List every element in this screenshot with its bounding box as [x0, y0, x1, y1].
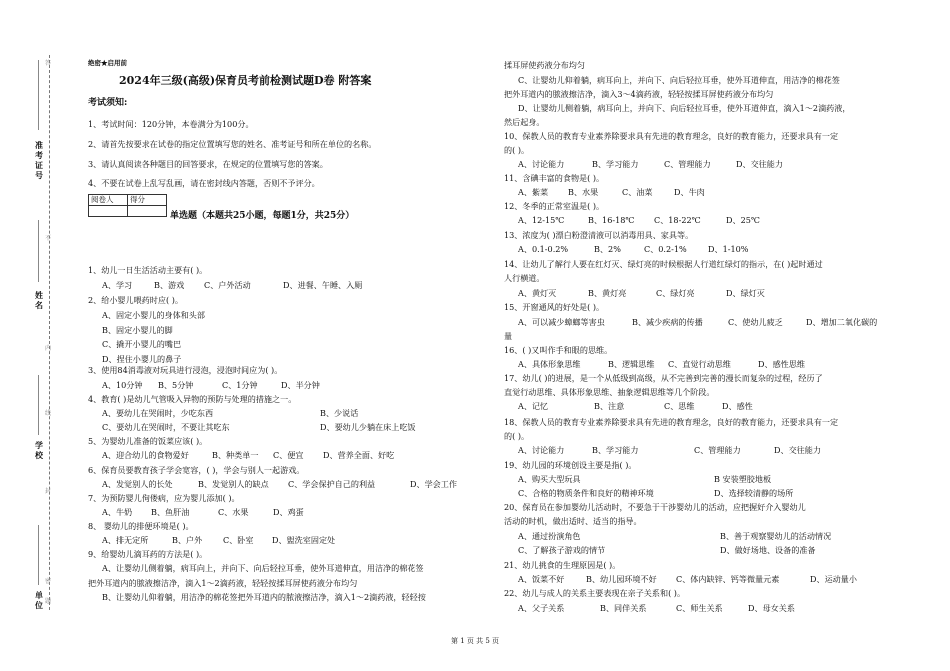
- q12-option-d: D、25℃: [726, 215, 760, 225]
- q13-option-c: C、0.2-1%: [644, 244, 687, 254]
- q2-option-b: B、固定小婴儿的脚: [102, 325, 173, 335]
- q19-option-d: D、选择较清静的场所: [714, 488, 794, 498]
- q15-option-c: C、使幼儿疲乏: [728, 317, 783, 327]
- q2-option-c: C、撬开小婴儿的嘴巴: [102, 339, 182, 349]
- score-table: [88, 194, 167, 217]
- q22-option-d: D、母女关系: [748, 603, 795, 613]
- q17-option-b: B、注意: [594, 401, 625, 411]
- q16-option-d: D、感性思维: [758, 359, 805, 369]
- q13-option-d: D、1-10%: [708, 244, 749, 254]
- notice-item: 3、请认真阅读各种题目的回答要求，在规定的位置填写您的答案。: [88, 159, 328, 169]
- question-12: 12、冬季的正常室温是( )。: [504, 201, 605, 211]
- seal-hint-not: 不: [44, 235, 51, 242]
- q15-option-b: B、减少疾病的传播: [632, 317, 703, 327]
- page-footer: 第 1 页 共 5 页: [450, 637, 500, 645]
- q22-option-a: A、父子关系: [518, 603, 565, 613]
- q9-option-b-line1: B、让婴幼儿仰着躺，用洁净的棉花签把外耳道内的脓液擦洁净，滴入1～2滴药液，轻轻按: [102, 592, 426, 602]
- q5-option-c: C、便宜: [273, 450, 304, 460]
- question-19: 19、幼儿园的环境创设主要是指( )。: [504, 460, 637, 470]
- q18-option-a: A、讨论能力: [518, 445, 565, 455]
- q7-option-c: C、水果: [218, 507, 249, 517]
- q5-option-d: D、营养全面、好吃: [323, 450, 395, 460]
- question-17-cont: 直觉行动思维、具体形象思维、抽象逻辑思维等几个阶段。: [504, 387, 715, 397]
- q21-option-c: C、体内缺锌、钙等微量元素: [676, 574, 780, 584]
- q18-option-d: D、交往能力: [774, 445, 821, 455]
- q3-option-a: A、10分钟: [102, 380, 143, 390]
- q9-option-d-line2: 然后起身。: [504, 117, 545, 127]
- seal-hint-secret: 密: [44, 578, 51, 585]
- question-4: 4、教育( )是幼儿气管吸入异物的预防与处理的措施之一。: [88, 394, 297, 404]
- q21-option-b: B、幼儿园环境不好: [586, 574, 657, 584]
- q1-option-c: C、户外活动: [204, 280, 251, 290]
- q20-option-a: A、通过扮演角色: [518, 531, 581, 541]
- q10-option-a: A、讨论能力: [518, 159, 565, 169]
- q9-option-a-line2: 把外耳道内的脓液擦洁净，滴入1～2滴药液，轻轻按揉耳屏使药液分布均匀: [88, 578, 358, 588]
- question-11: 11、含碘丰富的食物是( )。: [504, 173, 605, 183]
- question-5: 5、为婴幼儿准备的饭菜应该( )。: [88, 436, 208, 446]
- section-title: 单选题（本题共25小题，每题1分，共25分）: [170, 211, 355, 221]
- q12-option-a: A、12-15℃: [518, 215, 565, 225]
- question-16: 16、( )又叫作手和眼的思维。: [504, 345, 613, 355]
- reviewer-header: 阅卷人: [89, 195, 128, 206]
- notice-item: 1、考试时间：120分钟，本卷满分为100分。: [88, 119, 254, 129]
- binding-dashed-line: [49, 55, 50, 610]
- q14-option-b: B、黄灯亮: [588, 288, 627, 298]
- q6-option-d: D、学会工作: [410, 479, 457, 489]
- q16-option-b: B、逻辑思维: [608, 359, 655, 369]
- q8-option-b: B、户外: [172, 535, 203, 545]
- question-17: 17、幼儿( )的进展，是一个从低级到高级，从不完善到完善的漫长而复杂的过程，经历了: [504, 373, 823, 383]
- q16-option-c: C、直觉行动思维: [668, 359, 731, 369]
- q3-option-b: B、5分钟: [158, 380, 194, 390]
- q14-option-c: C、绿灯亮: [656, 288, 695, 298]
- seal-hint-seal: 封: [44, 488, 51, 495]
- question-13: 13、浓度为( )漂白粉澄清液可以消毒用具、家具等。: [504, 230, 694, 240]
- question-2: 2、给小婴儿喂药时应( )。: [88, 295, 183, 305]
- q20-option-c: C、了解孩子游戏的情节: [518, 545, 606, 555]
- q19-option-c: C、合格的物质条件和良好的精神环境: [518, 488, 654, 498]
- score-header: 得分: [128, 195, 167, 206]
- question-10-cont: 的( )。: [504, 145, 530, 155]
- q17-option-a: A、记忆: [518, 401, 549, 411]
- seal-hint-inside: 内: [44, 345, 51, 352]
- page-title: 2024年三级(高级)保育员考前检测试题D卷 附答案: [119, 74, 372, 87]
- secret-label: 绝密★启用前: [88, 59, 127, 67]
- school-underline: [38, 375, 39, 435]
- question-10: 10、保教人员的教育专业素养除要求具有先进的教育理念，良好的教育能力，还要求具有一定: [504, 131, 839, 141]
- question-8: 8、 婴幼儿的排便环境是( )。: [88, 521, 194, 531]
- q21-option-a: A、饭菜不好: [518, 574, 565, 584]
- q16-option-a: A、具体形象思维: [518, 359, 581, 369]
- q11-option-b: B、水果: [568, 187, 599, 197]
- q9-option-c-line1: C、让婴幼儿仰着躺，病耳向上，并向下、向后轻拉耳垂，使外耳道伸直，用洁净的棉花签: [518, 75, 840, 85]
- q6-option-b: B、发觉别人的缺点: [198, 479, 269, 489]
- q15-option-a: A、可以减少蟑螂等害虫: [518, 317, 605, 327]
- question-18-cont: 的( )。: [504, 431, 530, 441]
- q13-option-a: A、0.1-0.2%: [518, 244, 569, 254]
- school-label: 学校: [35, 440, 43, 460]
- q17-option-c: C、思维: [664, 401, 695, 411]
- q10-option-b: B、学习能力: [592, 159, 639, 169]
- seal-hint-question: 题: [44, 598, 51, 605]
- q21-option-d: D、运动量小: [810, 574, 857, 584]
- q1-option-a: A、学习: [102, 280, 133, 290]
- q5-option-a: A、迎合幼儿的食物爱好: [102, 450, 189, 460]
- q9-option-a-line1: A、让婴幼儿侧着躺，病耳向上，并向下、向后轻拉耳垂，使外耳道伸直，用洁净的棉花签: [102, 563, 424, 573]
- q10-option-d: D、交往能力: [736, 159, 783, 169]
- q3-option-c: C、1分钟: [222, 380, 258, 390]
- question-1: 1、幼儿一日生活活动主要有( )。: [88, 265, 208, 275]
- unit-label: 单位: [35, 590, 43, 610]
- question-14: 14、让幼儿了解行人要在红灯灭、绿灯亮的时候根据人行道红绿灯的指示，在( )起时通过: [504, 259, 823, 269]
- notice-item: 4、不要在试卷上乱写乱画，请在密封线内答题，否则不予评分。: [88, 178, 320, 188]
- q7-option-a: A、牛奶: [102, 507, 133, 517]
- question-18: 18、保教人员的教育专业素养除要求具有先进的教育理念，良好的教育能力，还要求具有一定: [504, 417, 839, 427]
- q20-option-b: B、善于观察婴幼儿的活动情况: [720, 531, 832, 541]
- q8-option-a: A、排无定所: [102, 535, 149, 545]
- q14-option-d: D、绿灯灭: [726, 288, 765, 298]
- q6-option-a: A、发觉别人的长处: [102, 479, 173, 489]
- q10-option-c: C、管理能力: [664, 159, 711, 169]
- reviewer-cell[interactable]: [89, 206, 128, 217]
- score-cell[interactable]: [128, 206, 167, 217]
- question-20-cont: 活动的时机，做出适时、适当的指导。: [504, 516, 642, 526]
- exam-id-label: 准考证号: [35, 140, 43, 180]
- q8-option-c: C、卧室: [223, 535, 254, 545]
- q8-option-d: D、盥洗室固定处: [272, 535, 336, 545]
- q15-option-d: D、增加二氧化碳的: [806, 317, 878, 327]
- q6-option-c: C、学会保护自己的利益: [288, 479, 376, 489]
- question-7: 7、为预防婴儿佝偻病，应为婴儿添加( )。: [88, 493, 240, 503]
- q4-option-a: A、要幼儿在哭闹时，少吃东西: [102, 408, 214, 418]
- q5-option-b: B、种类单一: [212, 450, 259, 460]
- q11-option-a: A、紫菜: [518, 187, 549, 197]
- q14-option-a: A、黄灯灭: [518, 288, 557, 298]
- q19-option-b: B 安装塑胶地板: [714, 474, 772, 484]
- question-21: 21、幼儿挑食的生理原因是( )。: [504, 560, 621, 570]
- q18-option-b: B、学习能力: [592, 445, 639, 455]
- seal-hint-line: 线: [44, 410, 51, 417]
- q2-option-a: A、固定小婴儿的身体和头部: [102, 310, 205, 320]
- question-6: 6、保育员要教育孩子学会宽容，( )，学会与别人一起游戏。: [88, 465, 305, 475]
- q9-option-d-line1: D、让婴幼儿侧着躺，病耳向上，并向下、向后轻拉耳垂，使外耳道伸直，滴入1～2滴药液，: [518, 103, 851, 113]
- unit-underline: [38, 525, 39, 585]
- q2-option-d: D、捏住小婴儿的鼻子: [102, 354, 182, 364]
- q15-option-d-cont: 量: [504, 331, 513, 341]
- q1-option-d: D、进餐、午睡、入厕: [283, 280, 363, 290]
- question-9: 9、给婴幼儿滴耳药的方法是( )。: [88, 549, 208, 559]
- q4-option-d: D、要幼儿少躺在床上吃饭: [320, 422, 416, 432]
- q4-option-b: B、少说话: [320, 408, 359, 418]
- notice-heading: 考试须知:: [88, 98, 128, 108]
- seal-hint-answer: 答: [44, 60, 51, 67]
- q17-option-d: D、感性: [722, 401, 753, 411]
- question-15: 15、开窗通风的好处是( )。: [504, 302, 605, 312]
- q9-option-c-line2: 把外耳道内的脓液擦洁净，滴入3～4滴药液，轻轻按揉耳屏使药液分布均匀: [504, 89, 774, 99]
- name-label: 姓名: [35, 290, 43, 310]
- question-22: 22、幼儿与成人的关系主要表现在亲子关系和( )。: [504, 588, 686, 598]
- q1-option-b: B、游戏: [154, 280, 185, 290]
- q7-option-d: D、鸡蛋: [273, 507, 304, 517]
- exam-id-underline: [38, 60, 39, 130]
- question-14-cont: 人行横道。: [504, 273, 545, 283]
- q11-option-d: D、牛肉: [674, 187, 705, 197]
- q4-option-c: C、要幼儿在哭闹时，不要让其吃东: [102, 422, 230, 432]
- question-20: 20、保育员在参加婴幼儿活动时，不要急于干涉婴幼儿的活动，应把握好介入婴幼儿: [504, 502, 806, 512]
- notice-item: 2、请首先按要求在试卷的指定位置填写您的姓名、准考证号和所在单位的名称。: [88, 139, 377, 149]
- q18-option-c: C、管理能力: [694, 445, 741, 455]
- q3-option-d: D、半分钟: [281, 380, 320, 390]
- q22-option-c: C、师生关系: [676, 603, 723, 613]
- q9-option-b-line2: 揉耳屏使药液分布均匀: [504, 60, 585, 70]
- q12-option-c: C、18-22℃: [654, 215, 701, 225]
- name-underline: [38, 220, 39, 282]
- q22-option-b: B、同伴关系: [600, 603, 647, 613]
- q11-option-c: C、油菜: [622, 187, 653, 197]
- question-3: 3、使用84消毒液对玩具进行浸泡，浸泡时间应为( )。: [88, 365, 283, 375]
- q19-option-a: A、购买大型玩具: [518, 474, 581, 484]
- q13-option-b: B、2%: [594, 244, 621, 254]
- q20-option-d: D、做好场地、设备的准备: [720, 545, 816, 555]
- q12-option-b: B、16-18℃: [588, 215, 635, 225]
- binding-sidebar: [0, 0, 72, 671]
- q7-option-b: B、鱼肝油: [151, 507, 190, 517]
